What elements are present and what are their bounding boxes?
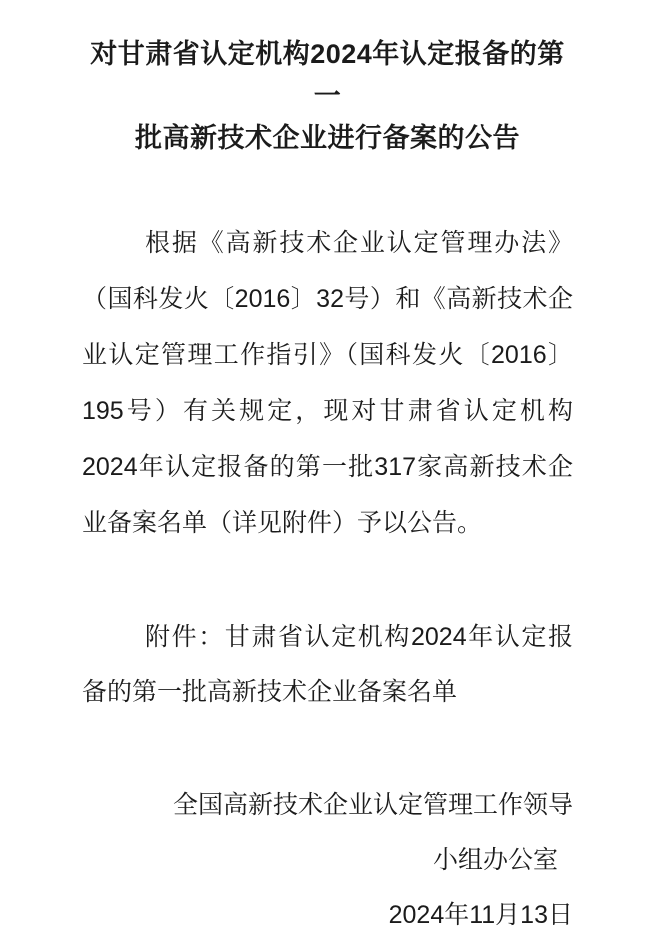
body-line-3: 业认定管理工作指引》（国科发火〔2016〕 [82, 341, 573, 369]
signature-block [82, 778, 573, 943]
document-title [82, 33, 573, 159]
body-line-1: 根据《高新技术企业认定管理办法》 [145, 229, 573, 257]
signer-name-line-2: 小组办公室 [432, 846, 558, 874]
attachment-line-2: 备的第一批高新技术企业备案名单 [82, 678, 458, 706]
signature-date: 2024年11月13日 [388, 901, 573, 929]
body-line-4: 195号）有关规定，现对甘肃省认定机构 [82, 397, 573, 425]
title-line-2: 批高新技术企业进行备案的公告 [135, 123, 520, 153]
body-paragraph [82, 215, 573, 551]
attachment-note [82, 610, 573, 720]
attachment-line-1: 附件：甘肃省认定机构2024年认定报 [145, 623, 573, 651]
body-line-2: （国科发火〔2016〕32号）和《高新技术企 [82, 285, 573, 313]
body-line-5: 2024年认定报备的第一批317家高新技术企 [82, 453, 573, 481]
title-line-1: 对甘肃省认定机构2024年认定报备的第一 [90, 39, 565, 111]
signer-name-line-1: 全国高新技术企业认定管理工作领导 [172, 791, 573, 819]
body-line-6: 业备案名单（详见附件）予以公告。 [82, 509, 483, 537]
